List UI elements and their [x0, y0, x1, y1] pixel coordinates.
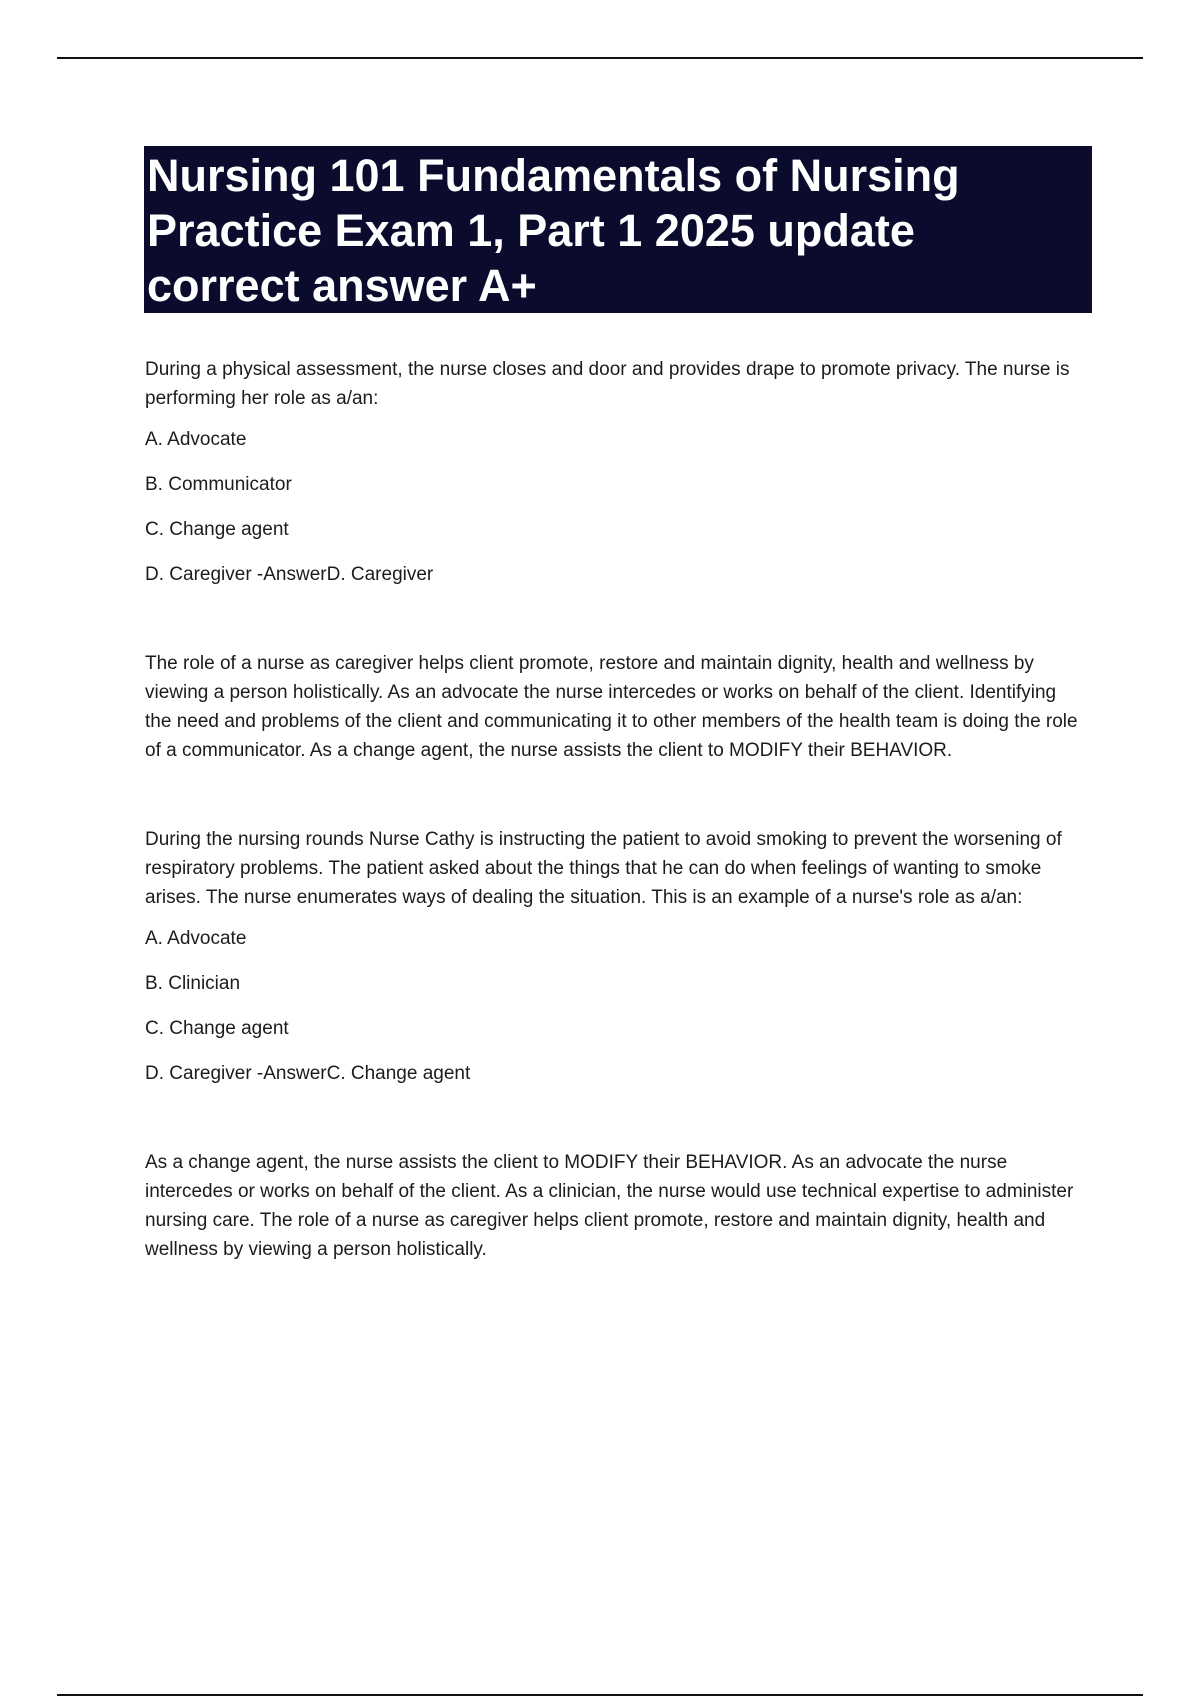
document-title — [147, 148, 1092, 313]
answer-explanation: As a change agent, the nurse assists the client to MODIFY their BEHAVIOR. As an advocate the nurse intercedes or works on behalf of the client. As a clinician, the nurse would use technical expertise to administer nursing care. The role of a nurse as caregiver helps client promote, restore and maintain dignity, health and wellness by viewing a person holistically. — [145, 1152, 1074, 1260]
title-line: Nursing 101 Fundamentals of Nursing — [147, 150, 960, 201]
document-body — [145, 355, 1085, 1324]
answer-option: B. Clinician — [145, 973, 241, 994]
title-line: correct answer A+ — [147, 260, 537, 311]
question-text: During the nursing rounds Nurse Cathy is instructing the patient to avoid smoking to prevent the worsening of respiratory problems. The patient asked about the things that he can do when feelings of wanting to smoke arises. The nurse enumerates ways of dealing the situation. This is an example of a nurse's role as a/an: — [145, 829, 1062, 908]
bottom-rule — [57, 1694, 1143, 1696]
title-banner — [144, 146, 1092, 313]
answer-option: D. Caregiver -AnswerD. Caregiver — [145, 564, 434, 585]
answer-option: A. Advocate — [145, 928, 247, 949]
answer-explanation: The role of a nurse as caregiver helps client promote, restore and maintain dignity, health and wellness by viewing a person holistically. As an advocate the nurse intercedes or works on behalf of the client. Identifying the need and problems of the client and communicating it to other members of the health team is doing the role of a communicator. As a change agent, the nurse assists the client to MODIFY their BEHAVIOR. — [145, 653, 1078, 761]
answer-option: C. Change agent — [145, 519, 289, 540]
answer-option: D. Caregiver -AnswerC. Change agent — [145, 1063, 471, 1084]
title-line: Practice Exam 1, Part 1 2025 update — [147, 205, 915, 256]
question-text: During a physical assessment, the nurse closes and door and provides drape to promote privacy. The nurse is performing her role as a/an: — [145, 359, 1070, 409]
answer-option: C. Change agent — [145, 1018, 289, 1039]
top-rule — [57, 57, 1143, 59]
answer-option: A. Advocate — [145, 429, 247, 450]
answer-option: B. Communicator — [145, 474, 292, 495]
